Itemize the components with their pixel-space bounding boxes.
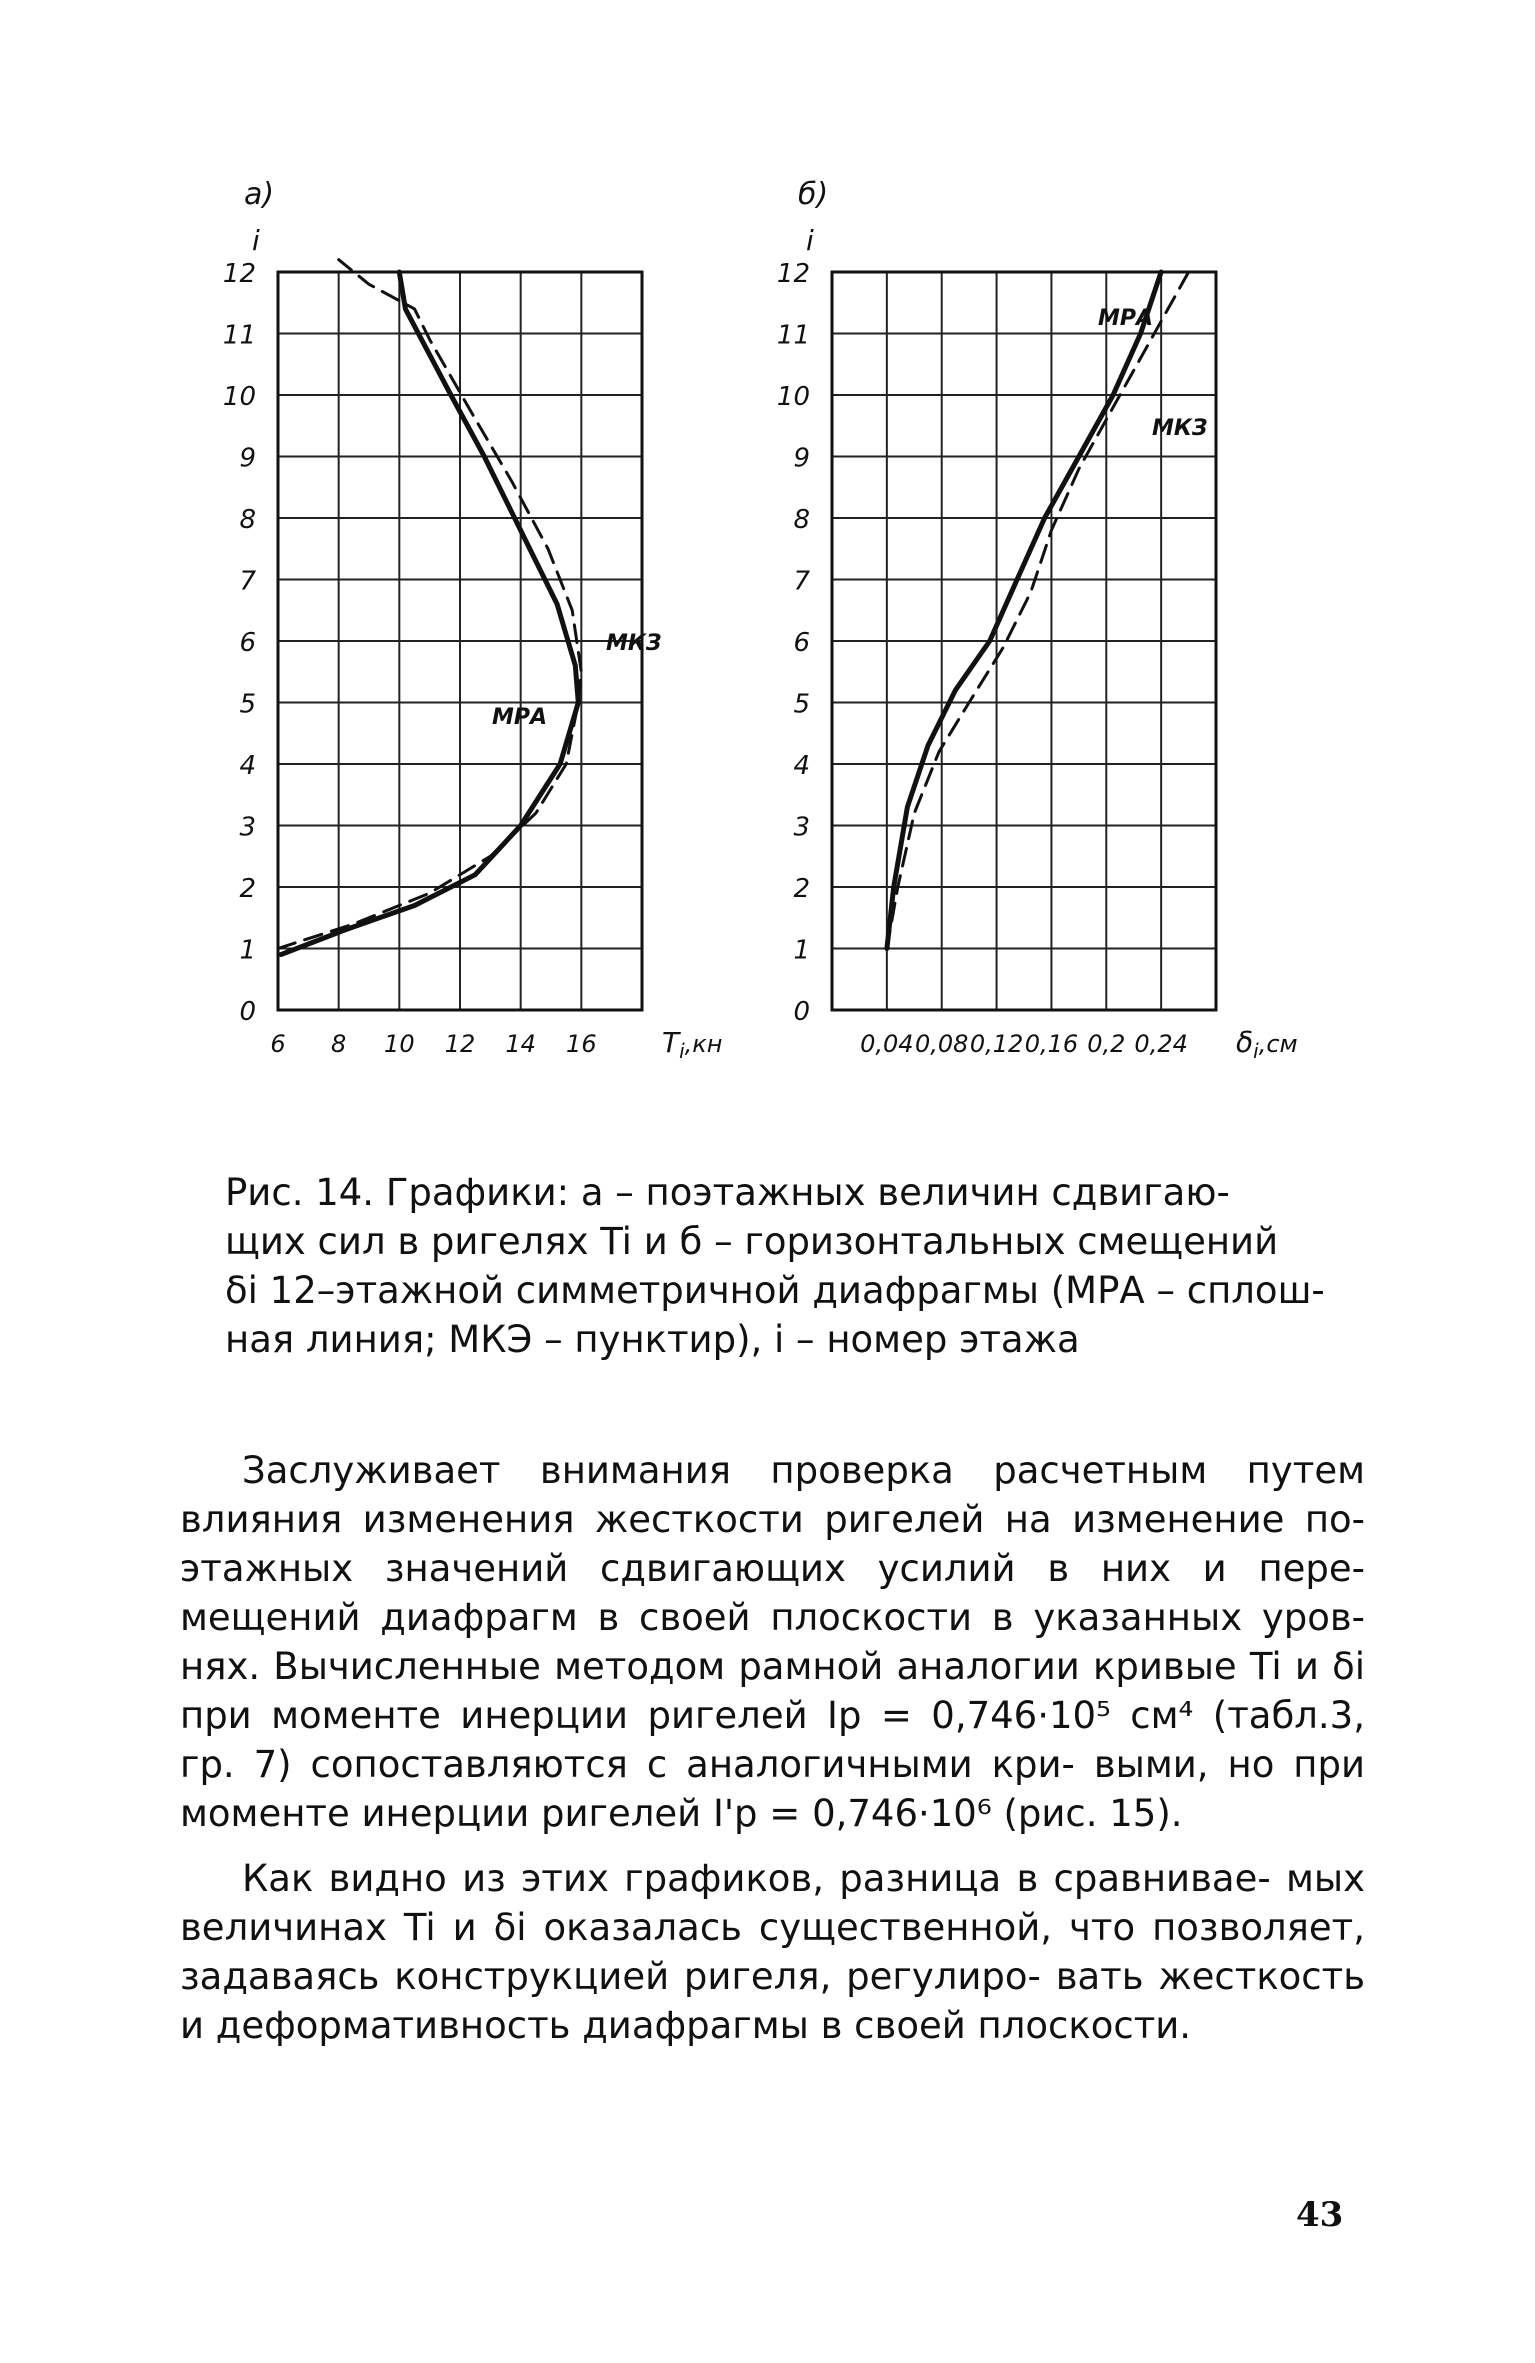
caption-line-3: δi 12–этажной симметричной диафрагмы (МРА – сплош- xyxy=(225,1269,1325,1312)
p2-line-3: позволяет, задаваясь конструкцией ригеля, регулиро- xyxy=(180,1906,1365,1998)
p1-line-8: выми, но при моменте инерции ригелей I'p = 0,746·10⁶ xyxy=(180,1743,1366,1835)
p1-line-6: и δi при моменте инерции ригелей Ip = 0,746·10⁵ см⁴ xyxy=(180,1645,1365,1737)
p2-line-5: плоскости. xyxy=(977,2004,1192,2047)
figure-caption xyxy=(225,1168,1375,1364)
chart-a-panel-label: а) xyxy=(244,177,275,212)
chart-b-series-mra-solid xyxy=(887,272,1161,949)
chart-a-y-tick-label: 5 xyxy=(239,689,256,720)
chart-b-y-tick-label: 3 xyxy=(793,812,810,843)
chart-b-x-tick-label: 0,16 xyxy=(1024,1030,1079,1058)
chart-a-annotation: МРА xyxy=(492,705,548,730)
chart-a-y-tick-label: 3 xyxy=(239,812,256,843)
chart-a-y-tick-label: 4 xyxy=(239,751,256,781)
chart-b-y-tick-label: 9 xyxy=(793,443,810,474)
chart-b-y-tick-label: 6 xyxy=(793,628,810,658)
chart-b-y-tick-label: 7 xyxy=(793,566,810,597)
chart-b-annotation: МРА xyxy=(1098,306,1154,331)
chart-a-x-tick-label: 10 xyxy=(384,1030,415,1058)
caption-line-2: щих сил в ригелях Ti и б – горизонтальных смещений xyxy=(225,1220,1279,1263)
chart-a-y-tick-label: 10 xyxy=(222,382,256,412)
chart-b-y-tick-label: 1 xyxy=(793,935,810,966)
paragraph-1 xyxy=(180,1446,1365,1838)
chart-b-y-tick-label: 12 xyxy=(776,259,810,289)
chart-b-x-tick-label: 0,12 xyxy=(969,1030,1024,1058)
chart-a-x-axis-label: $T_i,кн$ xyxy=(662,1026,723,1063)
p2-line-2: мых величинах Ti и δi оказалась существенной, что xyxy=(180,1857,1365,1949)
chart-a-x-tick-label: 12 xyxy=(444,1030,476,1058)
p1-line-7: (табл.3, гр. 7) сопоставляются с аналогичными кри- xyxy=(180,1694,1365,1786)
chart-b-displacements xyxy=(0,0,1535,1140)
p2-line-1: Как видно из этих графиков, разница в сравнивае- xyxy=(242,1857,1271,1900)
chart-b-y-tick-label: 10 xyxy=(776,382,810,412)
chart-b-y-tick-label: 11 xyxy=(776,320,810,351)
p1-line-9: (рис. 15). xyxy=(1003,1792,1183,1835)
caption-line-1: Рис. 14. Графики: а – поэтажных величин сдвигаю- xyxy=(225,1171,1230,1214)
chart-a-y-tick-label: 8 xyxy=(239,505,256,535)
chart-a-y-tick-label: 9 xyxy=(239,443,256,474)
chart-a-x-tick-label: 6 xyxy=(270,1030,286,1058)
chart-a-y-tick-label: 6 xyxy=(239,628,256,658)
chart-b-y-tick-label: 4 xyxy=(793,751,810,781)
chart-a-y-tick-label: 11 xyxy=(222,320,256,351)
p2-line-4: вать жесткость и деформативность диафрагмы в своей xyxy=(180,1955,1366,2047)
chart-a-y-tick-label: 2 xyxy=(239,874,256,904)
chart-b-series-mkz-dashed xyxy=(887,272,1189,949)
chart-a-y-tick-label: 7 xyxy=(239,566,256,597)
p1-line-3: этажных значений сдвигающих усилий в них и пере- xyxy=(180,1547,1365,1590)
chart-b-x-tick-label: 0,2 xyxy=(1087,1030,1126,1058)
chart-b-grid xyxy=(832,272,1216,1010)
chart-a-annotation: МКЗ xyxy=(606,631,662,656)
body-text xyxy=(180,1446,1365,2050)
chart-b-x-axis-label: $\delta_i,см$ xyxy=(1236,1026,1298,1063)
chart-b-y-axis-label: i xyxy=(806,224,814,257)
p1-line-2: влияния изменения жесткости ригелей на изменение по- xyxy=(180,1498,1365,1541)
chart-a-x-tick-label: 8 xyxy=(331,1030,347,1058)
chart-b-y-tick-label: 5 xyxy=(793,689,810,720)
chart-b-y-tick-label: 8 xyxy=(793,505,810,535)
chart-b-x-tick-label: 0,04 xyxy=(860,1030,914,1058)
p1-line-1: Заслуживает внимания проверка расчетным путем xyxy=(242,1449,1365,1492)
page-number: 43 xyxy=(1296,2195,1344,2235)
chart-b-y-tick-label: 2 xyxy=(793,874,810,904)
caption-line-4: ная линия; МКЭ – пунктир), i – номер этажа xyxy=(225,1318,1080,1361)
chart-a-x-tick-label: 14 xyxy=(505,1030,536,1058)
chart-b-x-tick-label: 0,24 xyxy=(1134,1030,1188,1058)
chart-a-y-tick-label: 1 xyxy=(239,935,256,966)
chart-a-y-tick-label: 12 xyxy=(222,259,256,289)
chart-a-y-axis-label: i xyxy=(252,224,260,257)
chart-b-annotation: МКЗ xyxy=(1152,416,1208,441)
p1-line-4: мещений диафрагм в своей плоскости в указанных уров- xyxy=(180,1596,1365,1639)
chart-b-y-tick-label: 0 xyxy=(793,997,810,1027)
chart-a-y-tick-label: 0 xyxy=(239,997,256,1027)
chart-b-x-tick-label: 0,08 xyxy=(914,1030,969,1058)
paragraph-2 xyxy=(180,1854,1365,2050)
chart-a-x-tick-label: 16 xyxy=(566,1030,597,1058)
p1-line-5: нях. Вычисленные методом рамной аналогии кривые Ti xyxy=(180,1645,1282,1688)
chart-b-panel-label: б) xyxy=(798,177,829,212)
